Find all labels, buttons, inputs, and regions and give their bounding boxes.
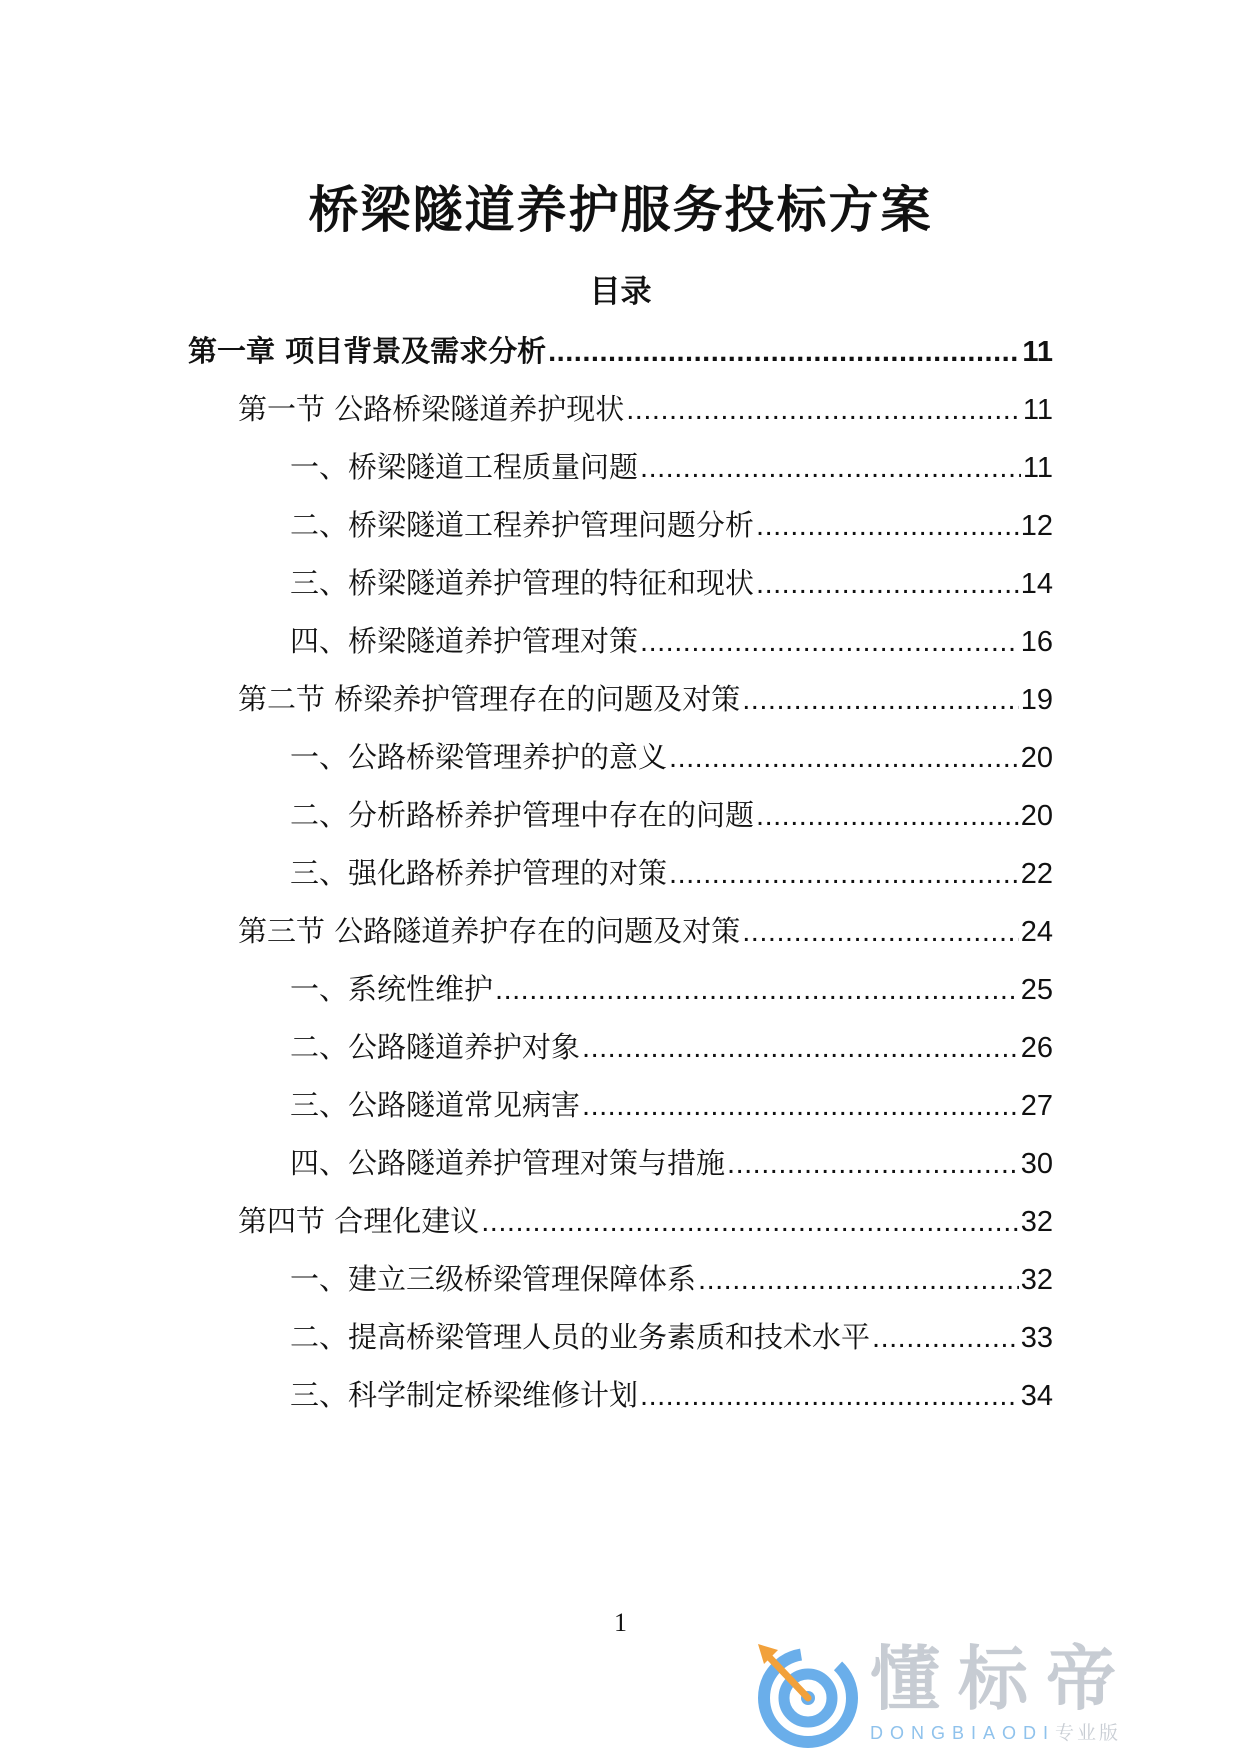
toc-entry-label: 三、公路隧道常见病害 (290, 1088, 581, 1122)
toc-entry[interactable] (290, 445, 1053, 495)
toc-entry[interactable] (290, 1083, 1053, 1133)
toc-entry-page: 22 (1020, 858, 1053, 890)
toc-leader-dots (640, 1380, 1019, 1413)
toc-leader-dots (669, 742, 1019, 775)
toc-leader-dots (742, 684, 1019, 717)
toc-entry[interactable] (290, 561, 1053, 611)
watermark-subtitle (870, 1718, 1134, 1745)
toc-entry[interactable] (290, 1257, 1053, 1307)
toc-entry-label: 四、桥梁隧道养护管理对策 (290, 624, 639, 658)
toc-entry[interactable] (290, 1373, 1053, 1423)
toc-entry-page: 14 (1020, 568, 1053, 600)
toc-leader-dots (495, 974, 1019, 1007)
toc-entry-page: 16 (1020, 626, 1053, 658)
toc-entry-page: 11 (1022, 336, 1053, 368)
toc-entry-label: 四、公路隧道养护管理对策与措施 (290, 1146, 726, 1180)
toc-entry-label: 二、提高桥梁管理人员的业务素质和技术水平 (290, 1320, 871, 1354)
toc-entry-page: 30 (1020, 1148, 1053, 1180)
toc-entry-label: 第二节 桥梁养护管理存在的问题及对策 (238, 682, 741, 716)
page-number: 1 (614, 1608, 627, 1637)
toc-entry[interactable] (238, 387, 1053, 437)
toc-leader-dots (548, 336, 1020, 369)
toc-entry-label: 三、桥梁隧道养护管理的特征和现状 (290, 566, 755, 600)
toc-entry-page: 20 (1020, 742, 1053, 774)
toc-entry-label: 第四节 合理化建议 (238, 1204, 480, 1238)
toc-entry[interactable] (290, 1141, 1053, 1191)
toc-entry[interactable] (290, 967, 1053, 1017)
toc-entry-label: 二、分析路桥养护管理中存在的问题 (290, 798, 755, 832)
toc-entry[interactable] (290, 735, 1053, 785)
toc-entry[interactable] (290, 793, 1053, 843)
watermark-edition: 专业版 (1055, 1721, 1122, 1744)
toc-entry-label: 第三节 公路隧道养护存在的问题及对策 (238, 914, 741, 948)
toc-entry-label: 一、公路桥梁管理养护的意义 (290, 740, 668, 774)
toc-leader-dots (756, 800, 1019, 833)
toc-entry[interactable] (188, 329, 1053, 379)
toc-leader-dots (582, 1090, 1019, 1123)
toc-leader-dots (582, 1032, 1019, 1065)
toc-leader-dots (756, 510, 1019, 543)
toc-entry-page: 11 (1022, 452, 1053, 484)
toc-entry-page: 11 (1022, 394, 1053, 426)
toc-leader-dots (698, 1264, 1019, 1297)
toc-entry[interactable] (238, 677, 1053, 727)
toc-entry-page: 25 (1020, 974, 1053, 1006)
toc-entry-label: 一、建立三级桥梁管理保障体系 (290, 1262, 697, 1296)
toc-entry-page: 20 (1020, 800, 1053, 832)
toc-leader-dots (481, 1206, 1019, 1239)
toc-entry-label: 一、桥梁隧道工程质量问题 (290, 450, 639, 484)
toc-entry-label: 第一节 公路桥梁隧道养护现状 (238, 392, 625, 426)
toc-entry-page: 27 (1020, 1090, 1053, 1122)
watermark-latin: DONGBIAODI (870, 1722, 1056, 1743)
toc-entry-label: 三、强化路桥养护管理的对策 (290, 856, 668, 890)
toc-entry-page: 24 (1020, 916, 1053, 948)
toc-entry-label: 第一章 项目背景及需求分析 (188, 334, 547, 368)
toc-entry-page: 32 (1020, 1264, 1053, 1296)
toc-entry-page: 26 (1020, 1032, 1053, 1064)
toc-leader-dots (742, 916, 1019, 949)
watermark (748, 1636, 1218, 1748)
toc-leader-dots (640, 626, 1019, 659)
toc-leader-dots (669, 858, 1019, 891)
toc-entry-page: 12 (1020, 510, 1053, 542)
toc-leader-dots (872, 1322, 1019, 1355)
toc-leader-dots (727, 1148, 1019, 1181)
watermark-text (870, 1637, 1134, 1745)
toc-entry[interactable] (290, 619, 1053, 669)
toc-entry[interactable] (290, 503, 1053, 553)
target-arrow-icon (748, 1636, 860, 1748)
toc-entry[interactable] (290, 851, 1053, 901)
toc-entry-page: 19 (1020, 684, 1053, 716)
toc-entry-page: 34 (1020, 1380, 1053, 1412)
page-title: 桥梁隧道养护服务投标方案 (308, 181, 933, 239)
toc-entry-page: 33 (1020, 1322, 1053, 1354)
toc-leader-dots (640, 452, 1021, 485)
toc-entry[interactable] (238, 909, 1053, 959)
toc-entry-label: 三、科学制定桥梁维修计划 (290, 1378, 639, 1412)
toc-leader-dots (626, 394, 1021, 427)
toc-entry[interactable] (290, 1315, 1053, 1365)
toc-entry-page: 32 (1020, 1206, 1053, 1238)
toc-leader-dots (756, 568, 1019, 601)
watermark-brand: 懂标帝 (870, 1637, 1134, 1720)
toc-entry-label: 二、桥梁隧道工程养护管理问题分析 (290, 508, 755, 542)
toc-entry[interactable] (238, 1199, 1053, 1249)
toc-entry[interactable] (290, 1025, 1053, 1075)
toc-entry-label: 一、系统性维护 (290, 972, 494, 1006)
toc-heading: 目录 (589, 274, 652, 310)
toc-entry-label: 二、公路隧道养护对象 (290, 1030, 581, 1064)
